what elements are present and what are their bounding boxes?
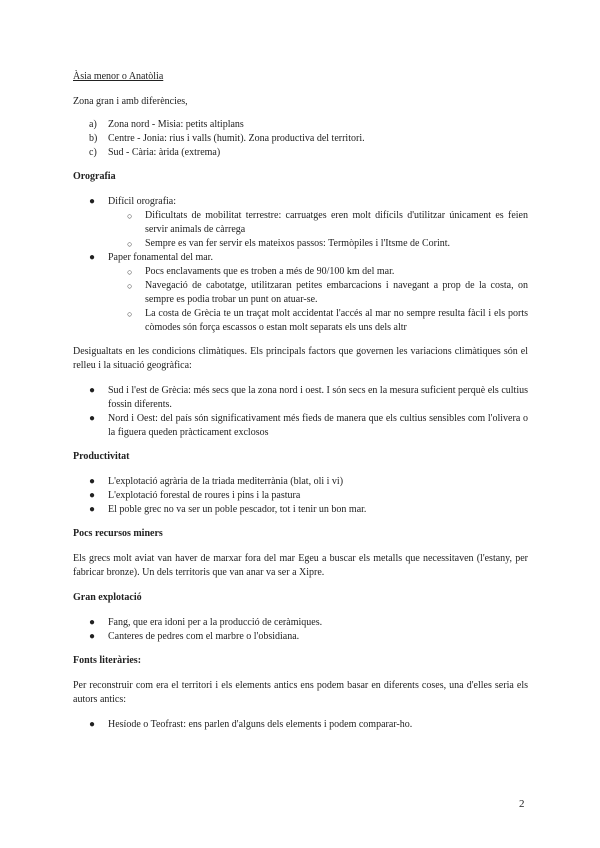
bullet-icon: ●	[89, 413, 96, 424]
list-item: a) Zona nord - Misia: petits altiplans	[89, 119, 244, 130]
list-item: ● L'explotació agrària de la triada mediterrània (blat, oli i vi)	[89, 476, 344, 487]
heading-recursos: Pocs recursos miners	[73, 528, 163, 539]
recursos-paragraph: Els grecs molt aviat van haver de marxar fora del mar Egeu a buscar els metalls que necessitaven (l'estany, per fabricar bronze). Un dels territoris que van anar va ser a Xipre.	[73, 553, 528, 578]
document-body	[73, 70, 528, 742]
bullet-icon: ●	[89, 476, 96, 487]
list-item: ● Fang, que era idoni per a la producció de ceràmiques.	[89, 617, 323, 628]
sub-list-item: ○ Navegació de cabotatge, utilitzaran petites embarcacions i navegant a prop de la costa, on sempre es podia trobar un punt on atuar-se.	[127, 280, 528, 305]
document-title: Àsia menor o Anatòlia	[73, 71, 164, 82]
heading-orografia: Orografia	[73, 171, 116, 182]
sub-list-item: ○ Dificultats de mobilitat terrestre: carruatges eren molt difícils d'utilitzar únicament es feien servir animals de càrrega	[127, 210, 528, 235]
list-item: ● El poble grec no va ser un poble pescador, tot i tenir un bon mar.	[89, 504, 367, 515]
list-item: ● Nord i Oest: del país són significativament més fieds de manera que els cultius sensibles com l'olivera o la figuera queden pràcticament exclosos	[89, 413, 528, 438]
list-marker: c)	[89, 147, 97, 158]
bullet-icon: ●	[89, 631, 96, 642]
sub-list-item: ○ Sempre es van fer servir els mateixos passos: Termòpiles i l'Itsme de Corint.	[127, 238, 451, 249]
bullet-icon: ●	[89, 385, 96, 396]
clima-list	[73, 384, 528, 440]
list-item: ● Canteres de pedres com el marbre o l'obsidiana.	[89, 631, 300, 642]
sub-list-item: ○ La costa de Grècia te un traçat molt accidentat l'accés al mar no sempre resulta fàcil i els ports còmodes són força escassos o estan molt separats els uns dels altr	[127, 308, 528, 333]
bullet-icon: ●	[89, 617, 96, 628]
productivitat-list	[73, 475, 528, 517]
page-number: 2	[519, 798, 525, 810]
explotacio-list	[73, 616, 528, 644]
sub-list-item: ○ Pocs enclavaments que es troben a més de 90/100 km del mar.	[127, 266, 395, 277]
fonts-list	[73, 718, 528, 732]
bullet-icon: ●	[89, 252, 96, 263]
zones-list	[73, 118, 528, 160]
heading-productivitat: Productivitat	[73, 451, 130, 462]
list-item: ● Paper fonamental del mar. ○ Pocs enclavaments que es troben a més de 90/100 km del mar. ○ Navegació de cabotatge, utilitzaran petites embarcacions i navegant a prop de la costa, on sempre es podia trobar un punt on atuar-se. ○ La costa de Grècia te un traçat molt accidentat l'accés al mar no sempre resulta fàcil i els ports còmodes són força escassos o estan molt separats els uns dels altr	[73, 251, 528, 335]
circle-bullet-icon: ○	[127, 267, 133, 277]
clima-paragraph: Desigualtats en les condicions climàtiques. Els principals factors que governen les variacions climàtiques són el relleu i la situació geogràfica:	[73, 346, 528, 371]
bullet-icon: ●	[89, 719, 96, 730]
list-item: ● Sud i l'est de Grècia: més secs que la zona nord i oest. I són secs en la mesura suficient perquè els cultius fossin diferents.	[89, 385, 528, 410]
heading-fonts: Fonts literàries:	[73, 655, 142, 666]
list-item: ● Hesíode o Teofrast: ens parlen d'alguns dels elements i podem comparar-ho.	[89, 719, 413, 730]
list-item: ● Difícil orografia: ○ Dificultats de mobilitat terrestre: carruatges eren molt difícils d'utilitzar únicament es feien servir animals de càrrega ○ Sempre es van fer servir els mateixos passos: Termòpiles i l'Itsme de Corint.	[73, 195, 528, 251]
circle-bullet-icon: ○	[127, 281, 133, 291]
list-item: b) Centre - Jonia: rius i valls (humit). Zona productiva del territori.	[89, 133, 365, 144]
circle-bullet-icon: ○	[127, 309, 133, 319]
heading-explotacio: Gran explotació	[73, 592, 142, 603]
circle-bullet-icon: ○	[127, 211, 133, 221]
bullet-icon: ●	[89, 196, 96, 207]
list-marker: a)	[89, 119, 97, 130]
circle-bullet-icon: ○	[127, 239, 133, 249]
sub-list	[108, 265, 528, 335]
list-item: ● L'explotació forestal de roures i pins i la pastura	[89, 490, 301, 501]
sub-list	[108, 209, 528, 251]
list-item: c) Sud - Cària: àrida (extrema)	[89, 147, 221, 158]
orografia-list	[73, 195, 528, 335]
intro-text: Zona gran i amb diferències,	[73, 96, 188, 107]
bullet-icon: ●	[89, 504, 96, 515]
bullet-icon: ●	[89, 490, 96, 501]
fonts-paragraph: Per reconstruir com era el territori i els elements antics ens podem basar en diferents coses, una d'elles seria els autors antics:	[73, 680, 528, 705]
list-marker: b)	[89, 133, 98, 144]
